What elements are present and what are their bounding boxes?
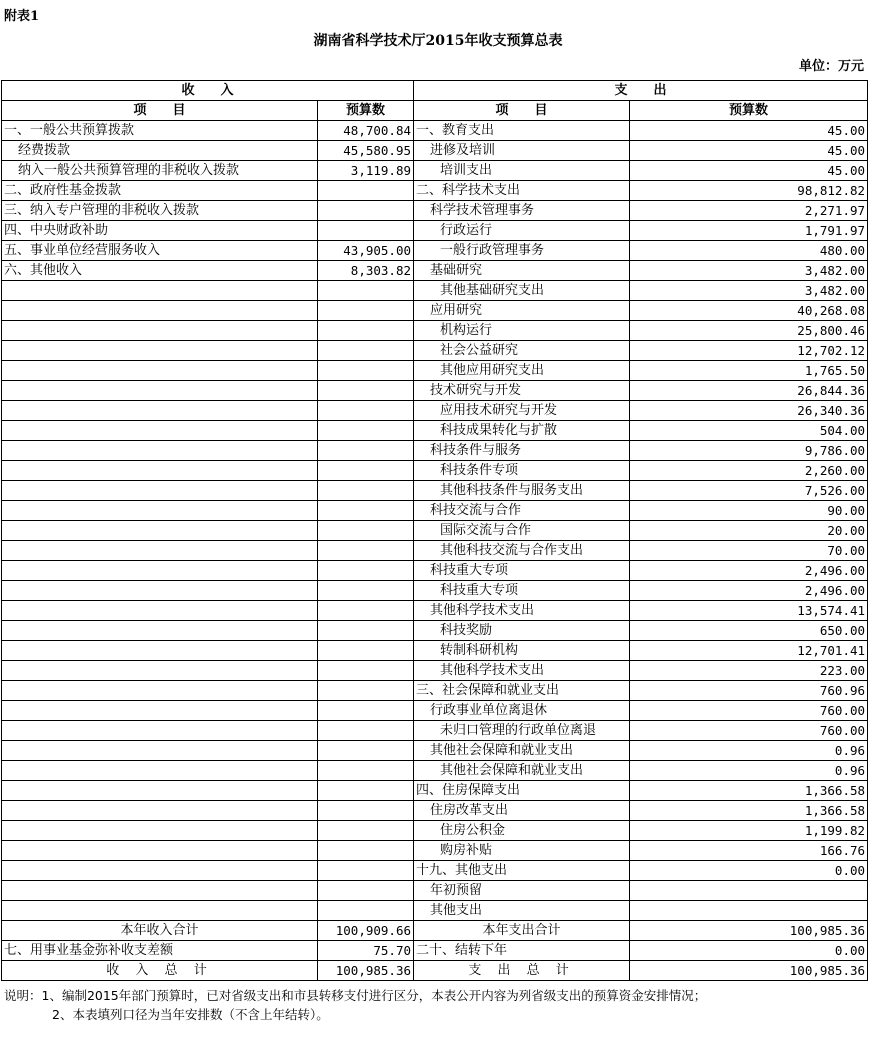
attachment-label: 附表1 (4, 9, 40, 24)
expense-item-cell: 其他科技条件与服务支出 (414, 481, 630, 501)
expense-value-cell: 1,366.58 (630, 801, 868, 821)
expense-value-cell: 45.00 (630, 141, 868, 161)
income-value-cell: 45,580.95 (318, 141, 414, 161)
expense-value-cell: 12,702.12 (630, 341, 868, 361)
section-header-row (2, 81, 868, 101)
expense-item-cell: 三、社会保障和就业支出 (414, 681, 630, 701)
income-item-cell (2, 801, 318, 821)
income-value-cell (318, 741, 414, 761)
expense-item-cell: 其他社会保障和就业支出 (414, 761, 630, 781)
income-value-cell (318, 321, 414, 341)
expense-item-cell: 其他科技交流与合作支出 (414, 541, 630, 561)
table-row (2, 461, 868, 481)
income-item-cell (2, 601, 318, 621)
income-value-cell (318, 301, 414, 321)
income-item-cell (2, 501, 318, 521)
income-value-cell (318, 781, 414, 801)
grand-total-row (2, 961, 868, 981)
expense-item-cell: 二、科学技术支出 (414, 181, 630, 201)
table-row (2, 141, 868, 161)
income-item-cell: 四、中央财政补助 (2, 221, 318, 241)
table-row (2, 221, 868, 241)
income-value-cell (318, 821, 414, 841)
income-item-cell: 三、纳入专户管理的非税收入拨款 (2, 201, 318, 221)
income-header: 收 入 (2, 81, 414, 101)
expense-value-cell: 3,482.00 (630, 281, 868, 301)
income-value-cell (318, 201, 414, 221)
expense-value-cell: 0.00 (630, 861, 868, 881)
expense-value-cell: 98,812.82 (630, 181, 868, 201)
income-grand-total-value: 100,985.36 (318, 961, 414, 981)
table-row (2, 481, 868, 501)
expense-value-cell: 26,844.36 (630, 381, 868, 401)
income-value-cell (318, 481, 414, 501)
income-value-cell: 8,303.82 (318, 261, 414, 281)
table-row (2, 641, 868, 661)
income-value-cell (318, 721, 414, 741)
income-value-cell (318, 541, 414, 561)
income-item-cell (2, 681, 318, 701)
income-value-cell (318, 661, 414, 681)
table-row (2, 121, 868, 141)
table-row (2, 861, 868, 881)
table-row (2, 381, 868, 401)
expense-item-cell: 十九、其他支出 (414, 861, 630, 881)
expense-year-total-label: 本年支出合计 (414, 921, 630, 941)
income-value-cell (318, 401, 414, 421)
expense-item-header: 项 目 (414, 101, 630, 121)
table-row (2, 681, 868, 701)
income-item-cell (2, 521, 318, 541)
expense-value-cell: 223.00 (630, 661, 868, 681)
expense-item-cell: 其他应用研究支出 (414, 361, 630, 381)
expense-value-cell: 760.00 (630, 721, 868, 741)
fund-value: 75.70 (318, 941, 414, 961)
expense-item-cell: 科技重大专项 (414, 581, 630, 601)
income-value-cell (318, 601, 414, 621)
expense-item-cell: 科技条件与服务 (414, 441, 630, 461)
expense-value-cell (630, 901, 868, 921)
expense-value-cell: 20.00 (630, 521, 868, 541)
table-row (2, 161, 868, 181)
income-value-cell: 3,119.89 (318, 161, 414, 181)
income-item-cell (2, 321, 318, 341)
expense-item-cell: 住房改革支出 (414, 801, 630, 821)
notes (4, 986, 706, 1024)
expense-value-cell: 760.96 (630, 681, 868, 701)
expense-value-cell: 1,765.50 (630, 361, 868, 381)
income-item-cell: 六、其他收入 (2, 261, 318, 281)
income-value-cell (318, 801, 414, 821)
table-row (2, 401, 868, 421)
income-item-cell (2, 481, 318, 501)
note-line-1: 说明：1、编制2015年部门预算时，已对省级支出和市县转移支付进行区分，本表公开内容为列省级支出的预算资金安排情况； (4, 988, 707, 1003)
column-header-row (2, 101, 868, 121)
expense-value-cell: 504.00 (630, 421, 868, 441)
income-item-cell (2, 881, 318, 901)
expense-value-cell: 2,496.00 (630, 581, 868, 601)
income-year-total-value: 100,909.66 (318, 921, 414, 941)
table-row (2, 661, 868, 681)
income-item-cell (2, 661, 318, 681)
expense-value-cell: 0.96 (630, 761, 868, 781)
fund-carry-row (2, 941, 868, 961)
income-value-cell (318, 761, 414, 781)
expense-value-cell: 0.96 (630, 741, 868, 761)
expense-value-cell: 40,268.08 (630, 301, 868, 321)
expense-value-cell: 13,574.41 (630, 601, 868, 621)
income-value-cell (318, 901, 414, 921)
expense-item-cell: 应用技术研究与开发 (414, 401, 630, 421)
income-item-cell (2, 621, 318, 641)
table-row (2, 721, 868, 741)
income-item-cell: 纳入一般公共预算管理的非税收入拨款 (2, 161, 318, 181)
expense-value-cell: 2,496.00 (630, 561, 868, 581)
income-item-cell (2, 541, 318, 561)
income-item-cell (2, 461, 318, 481)
page-title: 湖南省科学技术厅2015年收支预算总表 (313, 33, 563, 49)
expense-value-cell: 166.76 (630, 841, 868, 861)
expense-value-cell: 90.00 (630, 501, 868, 521)
table-row (2, 901, 868, 921)
expense-item-cell: 机构运行 (414, 321, 630, 341)
table-row (2, 761, 868, 781)
expense-item-cell: 行政运行 (414, 221, 630, 241)
carry-label: 二十、结转下年 (414, 941, 630, 961)
income-value-cell (318, 841, 414, 861)
income-item-cell (2, 281, 318, 301)
table-row (2, 601, 868, 621)
expense-value-cell: 480.00 (630, 241, 868, 261)
income-item-cell: 二、政府性基金拨款 (2, 181, 318, 201)
expense-item-cell: 技术研究与开发 (414, 381, 630, 401)
income-value-cell (318, 641, 414, 661)
income-item-cell (2, 301, 318, 321)
expense-item-cell: 未归口管理的行政单位离退 (414, 721, 630, 741)
table-row (2, 361, 868, 381)
expense-item-cell: 其他科学技术支出 (414, 661, 630, 681)
income-value-cell (318, 581, 414, 601)
expense-budget-header: 预算数 (630, 101, 868, 121)
income-value-cell (318, 861, 414, 881)
expense-item-cell: 四、住房保障支出 (414, 781, 630, 801)
table-row (2, 281, 868, 301)
note-line-2: 2、本表填列口径为当年安排数（不含上年结转）。 (52, 1007, 329, 1022)
expense-year-total-value: 100,985.36 (630, 921, 868, 941)
table-row (2, 341, 868, 361)
income-value-cell (318, 361, 414, 381)
expense-item-cell: 社会公益研究 (414, 341, 630, 361)
expense-item-cell: 行政事业单位离退休 (414, 701, 630, 721)
table-row (2, 561, 868, 581)
table-row (2, 181, 868, 201)
expense-item-cell: 科技重大专项 (414, 561, 630, 581)
income-item-cell (2, 441, 318, 461)
expense-item-cell: 科技条件专项 (414, 461, 630, 481)
fund-label: 七、用事业基金弥补收支差额 (2, 941, 318, 961)
expense-value-cell: 7,526.00 (630, 481, 868, 501)
income-value-cell (318, 181, 414, 201)
expense-value-cell: 3,482.00 (630, 261, 868, 281)
income-item-cell (2, 381, 318, 401)
table-row (2, 881, 868, 901)
income-item-cell (2, 721, 318, 741)
income-value-cell (318, 561, 414, 581)
income-item-cell (2, 761, 318, 781)
income-grand-total-label: 收 入 总 计 (2, 961, 318, 981)
income-value-cell (318, 441, 414, 461)
expense-item-cell: 科技奖励 (414, 621, 630, 641)
income-value-cell (318, 701, 414, 721)
expense-item-cell: 购房补贴 (414, 841, 630, 861)
income-value-cell (318, 881, 414, 901)
expense-item-cell: 其他科学技术支出 (414, 601, 630, 621)
table-row (2, 301, 868, 321)
unit-label: 单位：万元 (798, 59, 864, 74)
table-row (2, 581, 868, 601)
table-row (2, 701, 868, 721)
expense-item-cell: 基础研究 (414, 261, 630, 281)
expense-item-cell: 应用研究 (414, 301, 630, 321)
income-item-cell (2, 701, 318, 721)
table-row (2, 521, 868, 541)
year-total-row (2, 921, 868, 941)
expense-value-cell: 1,791.97 (630, 221, 868, 241)
expense-item-cell: 培训支出 (414, 161, 630, 181)
income-value-cell (318, 281, 414, 301)
income-year-total-label: 本年收入合计 (2, 921, 318, 941)
budget-table (1, 80, 868, 981)
table-row (2, 421, 868, 441)
table-row (2, 541, 868, 561)
income-item-cell (2, 821, 318, 841)
table-row (2, 321, 868, 341)
income-value-cell (318, 521, 414, 541)
income-value-cell (318, 461, 414, 481)
income-item-cell (2, 741, 318, 761)
expense-item-cell: 一、教育支出 (414, 121, 630, 141)
expense-value-cell: 760.00 (630, 701, 868, 721)
income-item-cell (2, 581, 318, 601)
table-row (2, 201, 868, 221)
expense-item-cell: 其他基础研究支出 (414, 281, 630, 301)
expense-item-cell: 年初预留 (414, 881, 630, 901)
expense-value-cell: 70.00 (630, 541, 868, 561)
table-row (2, 501, 868, 521)
table-row (2, 821, 868, 841)
expense-header: 支 出 (414, 81, 868, 101)
income-value-cell: 43,905.00 (318, 241, 414, 261)
expense-value-cell: 12,701.41 (630, 641, 868, 661)
carry-value: 0.00 (630, 941, 868, 961)
expense-value-cell: 25,800.46 (630, 321, 868, 341)
table-row (2, 801, 868, 821)
expense-value-cell: 45.00 (630, 121, 868, 141)
income-value-cell (318, 681, 414, 701)
expense-item-cell: 转制科研机构 (414, 641, 630, 661)
expense-item-cell: 其他支出 (414, 901, 630, 921)
table-row (2, 841, 868, 861)
expense-value-cell: 2,271.97 (630, 201, 868, 221)
income-value-cell: 48,700.84 (318, 121, 414, 141)
expense-item-cell: 进修及培训 (414, 141, 630, 161)
expense-grand-total-value: 100,985.36 (630, 961, 868, 981)
income-item-cell (2, 421, 318, 441)
expense-item-cell: 科学技术管理事务 (414, 201, 630, 221)
expense-item-cell: 国际交流与合作 (414, 521, 630, 541)
income-value-cell (318, 421, 414, 441)
expense-value-cell: 1,366.58 (630, 781, 868, 801)
table-row (2, 741, 868, 761)
table-row (2, 441, 868, 461)
expense-value-cell: 45.00 (630, 161, 868, 181)
income-item-cell (2, 781, 318, 801)
table-row (2, 621, 868, 641)
table-row (2, 241, 868, 261)
expense-value-cell: 9,786.00 (630, 441, 868, 461)
income-item-cell (2, 361, 318, 381)
income-item-cell: 一、一般公共预算拨款 (2, 121, 318, 141)
income-item-cell (2, 401, 318, 421)
income-item-cell (2, 341, 318, 361)
income-item-cell (2, 901, 318, 921)
expense-value-cell: 650.00 (630, 621, 868, 641)
income-value-cell (318, 341, 414, 361)
expense-value-cell: 26,340.36 (630, 401, 868, 421)
expense-value-cell (630, 881, 868, 901)
income-item-header: 项 目 (2, 101, 318, 121)
income-item-cell: 经费拨款 (2, 141, 318, 161)
expense-item-cell: 科技成果转化与扩散 (414, 421, 630, 441)
expense-item-cell: 住房公积金 (414, 821, 630, 841)
income-item-cell (2, 841, 318, 861)
income-value-cell (318, 221, 414, 241)
income-item-cell (2, 561, 318, 581)
expense-value-cell: 1,199.82 (630, 821, 868, 841)
expense-item-cell: 一般行政管理事务 (414, 241, 630, 261)
income-budget-header: 预算数 (318, 101, 414, 121)
expense-grand-total-label: 支 出 总 计 (414, 961, 630, 981)
income-item-cell (2, 861, 318, 881)
income-item-cell: 五、事业单位经营服务收入 (2, 241, 318, 261)
table-row (2, 781, 868, 801)
income-item-cell (2, 641, 318, 661)
expense-item-cell: 其他社会保障和就业支出 (414, 741, 630, 761)
expense-value-cell: 2,260.00 (630, 461, 868, 481)
income-value-cell (318, 381, 414, 401)
expense-item-cell: 科技交流与合作 (414, 501, 630, 521)
table-row (2, 261, 868, 281)
income-value-cell (318, 501, 414, 521)
income-value-cell (318, 621, 414, 641)
